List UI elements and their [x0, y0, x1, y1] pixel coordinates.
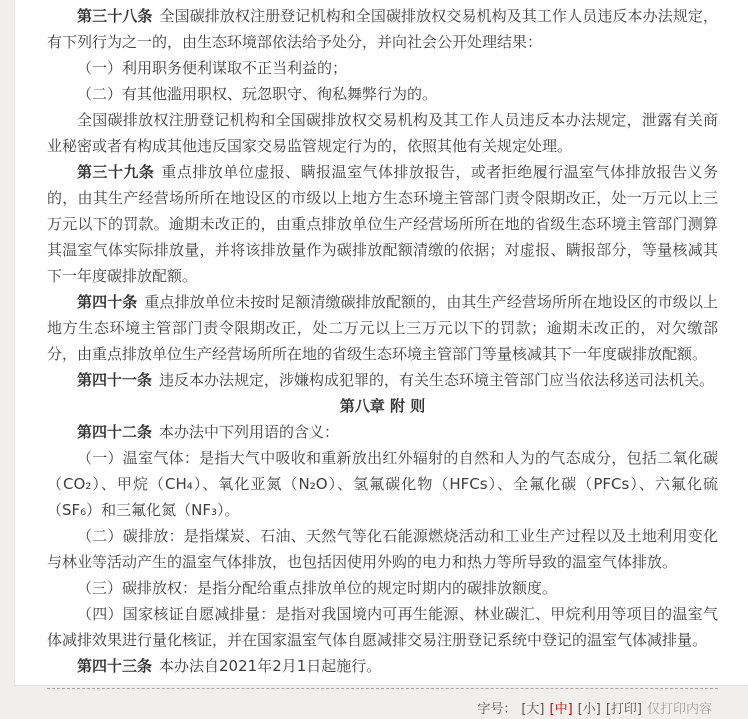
article-paragraph — [47, 159, 718, 289]
article-page-panel — [14, 0, 748, 717]
article-paragraph — [47, 289, 718, 367]
article-number: 第四十一条 — [77, 371, 153, 389]
paragraph-text: （四）国家核证自愿减排量：是指对我国境内可再生能源、林业碳汇、甲烷利用等项目的温室气体减排效果进行量化核证，并在国家温室气体自愿减排交易注册登记系统中登记的温室气体减排量。 — [47, 605, 718, 649]
paragraph-text: 第八章 附 则 — [339, 397, 426, 415]
print-only-content-link[interactable]: 仅打印内容 — [646, 702, 712, 717]
paragraph — [47, 523, 718, 575]
paragraph-text: （三）碳排放权：是指分配给重点排放单位的规定时期内的碳排放额度。 — [77, 579, 558, 597]
article-paragraph — [47, 653, 718, 679]
paragraph-text: （一）温室气体：是指大气中吸收和重新放出红外辐射的自然和人为的气态成分，包括二氧化碳（CO₂）、甲烷（CH₄）、氧化亚氮（N₂O）、氢氟碳化物（HFCs）、全氟化碳（PFCs）、六氟化硫（SF₆）和三氟化氮（NF₃）。 — [47, 449, 718, 519]
article-number: 第三十九条 — [77, 163, 155, 181]
paragraph-text: 本办法自2021年2月1日起施行。 — [159, 657, 382, 675]
paragraph — [47, 55, 718, 81]
document-body — [15, 0, 748, 679]
paragraph-text: （一）利用职务便利谋取不正当利益的； — [77, 59, 348, 77]
paragraph-text: （二）碳排放：是指煤炭、石油、天然气等化石能源燃烧活动和工业生产过程以及土地利用变化与林业等活动产生的温室气体排放，也包括因使用外购的电力和热力等所导致的温室气体排放。 — [47, 527, 718, 571]
article-number: 第四十三条 — [77, 657, 153, 675]
dashed-divider — [47, 688, 718, 689]
paragraph-text: （二）有其他滥用职权、玩忽职守、徇私舞弊行为的。 — [77, 85, 438, 103]
paragraph-text: 本办法中下列用语的含义： — [159, 423, 340, 441]
footer-toolbar — [47, 701, 718, 719]
article-number: 第三十八条 — [77, 7, 153, 25]
paragraph-text: 全国碳排放权注册登记机构和全国碳排放权交易机构及其工作人员违反本办法规定，泄露有关商业秘密或者有构成其他违反国家交易监管规定行为的，依照其他有关规定处理。 — [47, 111, 718, 155]
font-size-medium-link[interactable]: [中] — [549, 702, 573, 717]
chapter-heading — [47, 393, 718, 419]
article-paragraph — [47, 3, 718, 55]
article-paragraph — [47, 419, 718, 445]
paragraph-text: 重点排放单位未按时足额清缴碳排放配额的，由其生产经营场所所在地设区的市级以上地方生态环境主管部门责令限期改正，处二万元以上三万元以下的罚款；逾期未改正的，对欠缴部分，由重点排放单位生产经营场所所在地的省级生态环境主管部门等量核减其下一年度碳排放配额。 — [47, 293, 718, 363]
paragraph — [47, 107, 718, 159]
font-size-large-link[interactable]: [大] — [521, 702, 545, 717]
font-size-small-link[interactable]: [小] — [577, 702, 601, 717]
paragraph-text: 违反本办法规定，涉嫌构成犯罪的，有关生态环境主管部门应当依法移送司法机关。 — [159, 371, 715, 389]
paragraph — [47, 445, 718, 523]
font-size-label: 字号： — [477, 702, 517, 717]
article-number: 第四十条 — [77, 293, 138, 311]
paragraph-text: 重点排放单位虚报、瞒报温室气体排放报告，或者拒绝履行温室气体排放报告义务的，由其生产经营场所所在地设区的市级以上地方生态环境主管部门责令限期改正，处一万元以上三万元以下的罚款。逾期未改正的，由重点排放单位生产经营场所所在地的省级生态环境主管部门测算其温室气体实际排放量，并将该排放量作为碳排放配额清缴的依据；对虚报、瞒报部分，等量核减其下一年度碳排放配额。 — [47, 163, 718, 285]
paragraph-text: 全国碳排放权注册登记机构和全国碳排放权交易机构及其工作人员违反本办法规定，有下列行为之一的，由生态环境部依法给予处分，并向社会公开处理结果： — [47, 7, 718, 51]
paragraph — [47, 601, 718, 653]
paragraph — [47, 575, 718, 601]
article-paragraph — [47, 367, 718, 393]
article-number: 第四十二条 — [77, 423, 153, 441]
paragraph — [47, 81, 718, 107]
print-link[interactable]: [打印] — [605, 702, 642, 717]
